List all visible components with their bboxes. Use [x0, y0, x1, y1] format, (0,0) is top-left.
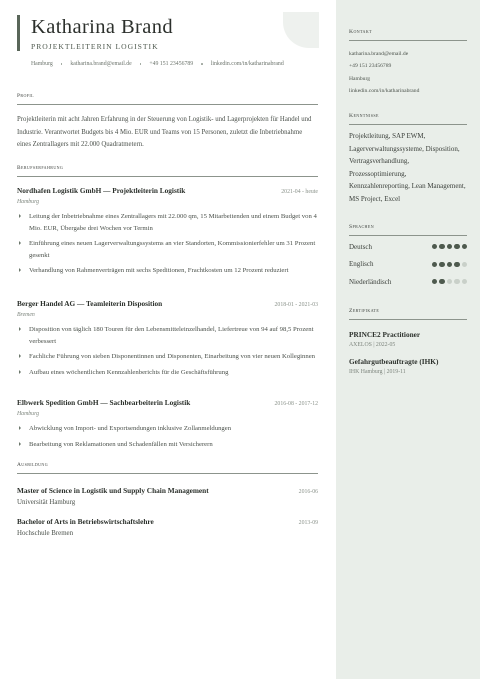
sidebar-linkedin[interactable]: linkedin.com/in/katharinabrand — [349, 87, 420, 94]
sidebar-phone[interactable]: +49 151 23456789 — [349, 63, 392, 70]
sidebar-email[interactable]: katharina.brand@email.de — [349, 51, 409, 57]
job-location: Hamburg — [17, 199, 40, 205]
degree-date: 2013-09 — [298, 520, 318, 526]
header-contact-row — [31, 61, 284, 67]
school-name: Universität Hamburg — [17, 499, 76, 506]
job-title: Berger Handel AG — Teamleiterin Disposition — [17, 299, 163, 308]
job-header — [17, 186, 318, 195]
job-bullets — [17, 324, 317, 382]
skills-list: Projektleitung, SAP EWM, Lagerverwaltungssysteme, Disposition, Vertragsverhandlung, Prozessoptimierung, Kennzahlenreporting, Lean Management, MS Project, Excel — [349, 132, 466, 203]
level-dot-filled — [454, 262, 459, 267]
degree-title: Bachelor of Arts in Betriebswirtschaftslehre — [17, 517, 154, 526]
separator-dot — [201, 63, 203, 65]
job-bullets — [17, 211, 317, 281]
candidate-role: PROJEKTLEITERIN LOGISTIK — [31, 42, 159, 51]
level-dot-filled — [439, 244, 444, 249]
job-bullet: Einführung eines neuen Lagerverwaltungssystems an vier Standorten, Kommissionierfehler um 31 Prozent gesenkt — [17, 238, 317, 261]
job-location: Hamburg — [17, 411, 40, 417]
education-heading: Ausbildung — [17, 462, 318, 474]
job-bullet: Abwicklung von Import- und Exportsendungen inklusive Zollanmeldungen — [17, 423, 317, 435]
level-dot-filled — [432, 244, 437, 249]
language-level-dots — [432, 262, 467, 267]
job-title: Elbwerk Spedition GmbH — Sachbearbeiterin Logistik — [17, 398, 191, 407]
level-dot-filled — [462, 244, 467, 249]
certificate-title: Gefahrgutbeauftragte (IHK) — [349, 357, 439, 366]
contact-heading: Kontakt — [349, 29, 467, 41]
sidebar-contact — [349, 29, 467, 97]
job-header — [17, 299, 318, 308]
level-dot-filled — [439, 279, 444, 284]
languages-heading: Sprachen — [349, 224, 467, 236]
level-dot-filled — [439, 262, 444, 267]
sidebar — [336, 0, 480, 679]
education-item-header — [17, 517, 318, 526]
job-bullets — [17, 423, 317, 454]
sidebar-certificates — [349, 308, 467, 375]
certificate-title: PRINCE2 Practitioner — [349, 330, 421, 339]
separator-dot — [61, 63, 63, 65]
sidebar-languages — [349, 224, 467, 291]
level-dot-empty — [462, 279, 467, 284]
job-date: 2016-08 - 2017-12 — [274, 401, 318, 407]
language-row — [349, 273, 467, 291]
job-bullet: Fachliche Führung von sieben Disponentinnen und Disponenten, Einarbeitung von vier neuen Kolleginnen — [17, 351, 317, 363]
job-date: 2021-04 - heute — [281, 189, 318, 195]
job-location: Bremen — [17, 312, 35, 318]
experience-heading: Berufserfahrung — [17, 165, 318, 177]
degree-title: Master of Science in Logistik und Supply Chain Management — [17, 486, 209, 495]
sidebar-skills — [349, 113, 467, 206]
level-dot-filled — [432, 262, 437, 267]
job-bullet: Verhandlung von Rahmenverträgen mit sechs Speditionen, Frachtkosten um 12 Prozent reduziert — [17, 265, 317, 277]
job-date: 2018-01 - 2021-03 — [274, 302, 318, 308]
school-name: Hochschule Bremen — [17, 530, 74, 537]
profile-heading: Profil — [17, 93, 318, 105]
degree-date: 2016-06 — [298, 489, 318, 495]
candidate-name: Katharina Brand — [31, 16, 174, 38]
contact-phone[interactable]: +49 151 23456789 — [149, 61, 194, 67]
certificate-issuer: AXELOS | 2022-05 — [349, 342, 396, 348]
language-name: Deutsch — [349, 242, 372, 251]
certificate-item — [349, 330, 467, 348]
education-item-header — [17, 486, 318, 495]
sidebar-location: Hamburg — [349, 75, 371, 82]
separator-dot — [140, 63, 142, 65]
level-dot-empty — [454, 279, 459, 284]
profile-text: Projektleiterin mit acht Jahren Erfahrung in der Steuerung von Logistik- und Lagerprojekten für Handel und Industrie. Verantwortet Budgets bis 4 Mio. EUR und Teams von 15 Personen, zuletzt die Inbetriebnahme eines Zentrallagers mit 22.000 Quadratmetern. — [17, 116, 312, 148]
job-bullet: Leitung der Inbetriebnahme eines Zentrallagers mit 22.000 qm, 15 Mitarbeitenden und einem Budget von 4 Mio. EUR, Übergabe drei Wochen vor Termin — [17, 211, 317, 234]
level-dot-filled — [447, 262, 452, 267]
language-level-dots — [432, 279, 467, 284]
job-bullet: Disposition von täglich 180 Touren für den Lebensmitteleinzelhandel, Liefertreue von 94 auf 98,5 Prozent verbessert — [17, 324, 317, 347]
language-name: Niederländisch — [349, 277, 392, 286]
certificate-item — [349, 357, 467, 375]
contact-linkedin[interactable]: linkedin.com/in/katharinabrand — [210, 61, 284, 67]
level-dot-filled — [432, 279, 437, 284]
contact-email[interactable]: katharina.brand@email.de — [70, 61, 132, 67]
level-dot-empty — [447, 279, 452, 284]
job-bullet: Bearbeitung von Reklamationen und Schadenfällen mit Versicherern — [17, 439, 317, 451]
level-dot-empty — [462, 262, 467, 267]
language-row — [349, 256, 467, 274]
contact-location: Hamburg — [31, 61, 53, 67]
header-decoration — [283, 12, 319, 48]
language-name: Englisch — [349, 260, 374, 269]
level-dot-filled — [447, 244, 452, 249]
skills-heading: Kenntnisse — [349, 113, 467, 125]
header-accent-bar — [17, 15, 20, 51]
language-level-dots — [432, 244, 467, 249]
certificates-heading: Zertifikate — [349, 308, 467, 320]
language-list — [349, 238, 467, 291]
language-row — [349, 238, 467, 256]
job-header — [17, 398, 318, 407]
certificate-issuer: IHK Hamburg | 2019-11 — [349, 369, 406, 375]
level-dot-filled — [454, 244, 459, 249]
job-title: Nordhafen Logistik GmbH — Projektleiterin Logistik — [17, 186, 186, 195]
job-bullet: Aufbau eines wöchentlichen Kennzahlenberichts für die Geschäftsführung — [17, 367, 317, 379]
